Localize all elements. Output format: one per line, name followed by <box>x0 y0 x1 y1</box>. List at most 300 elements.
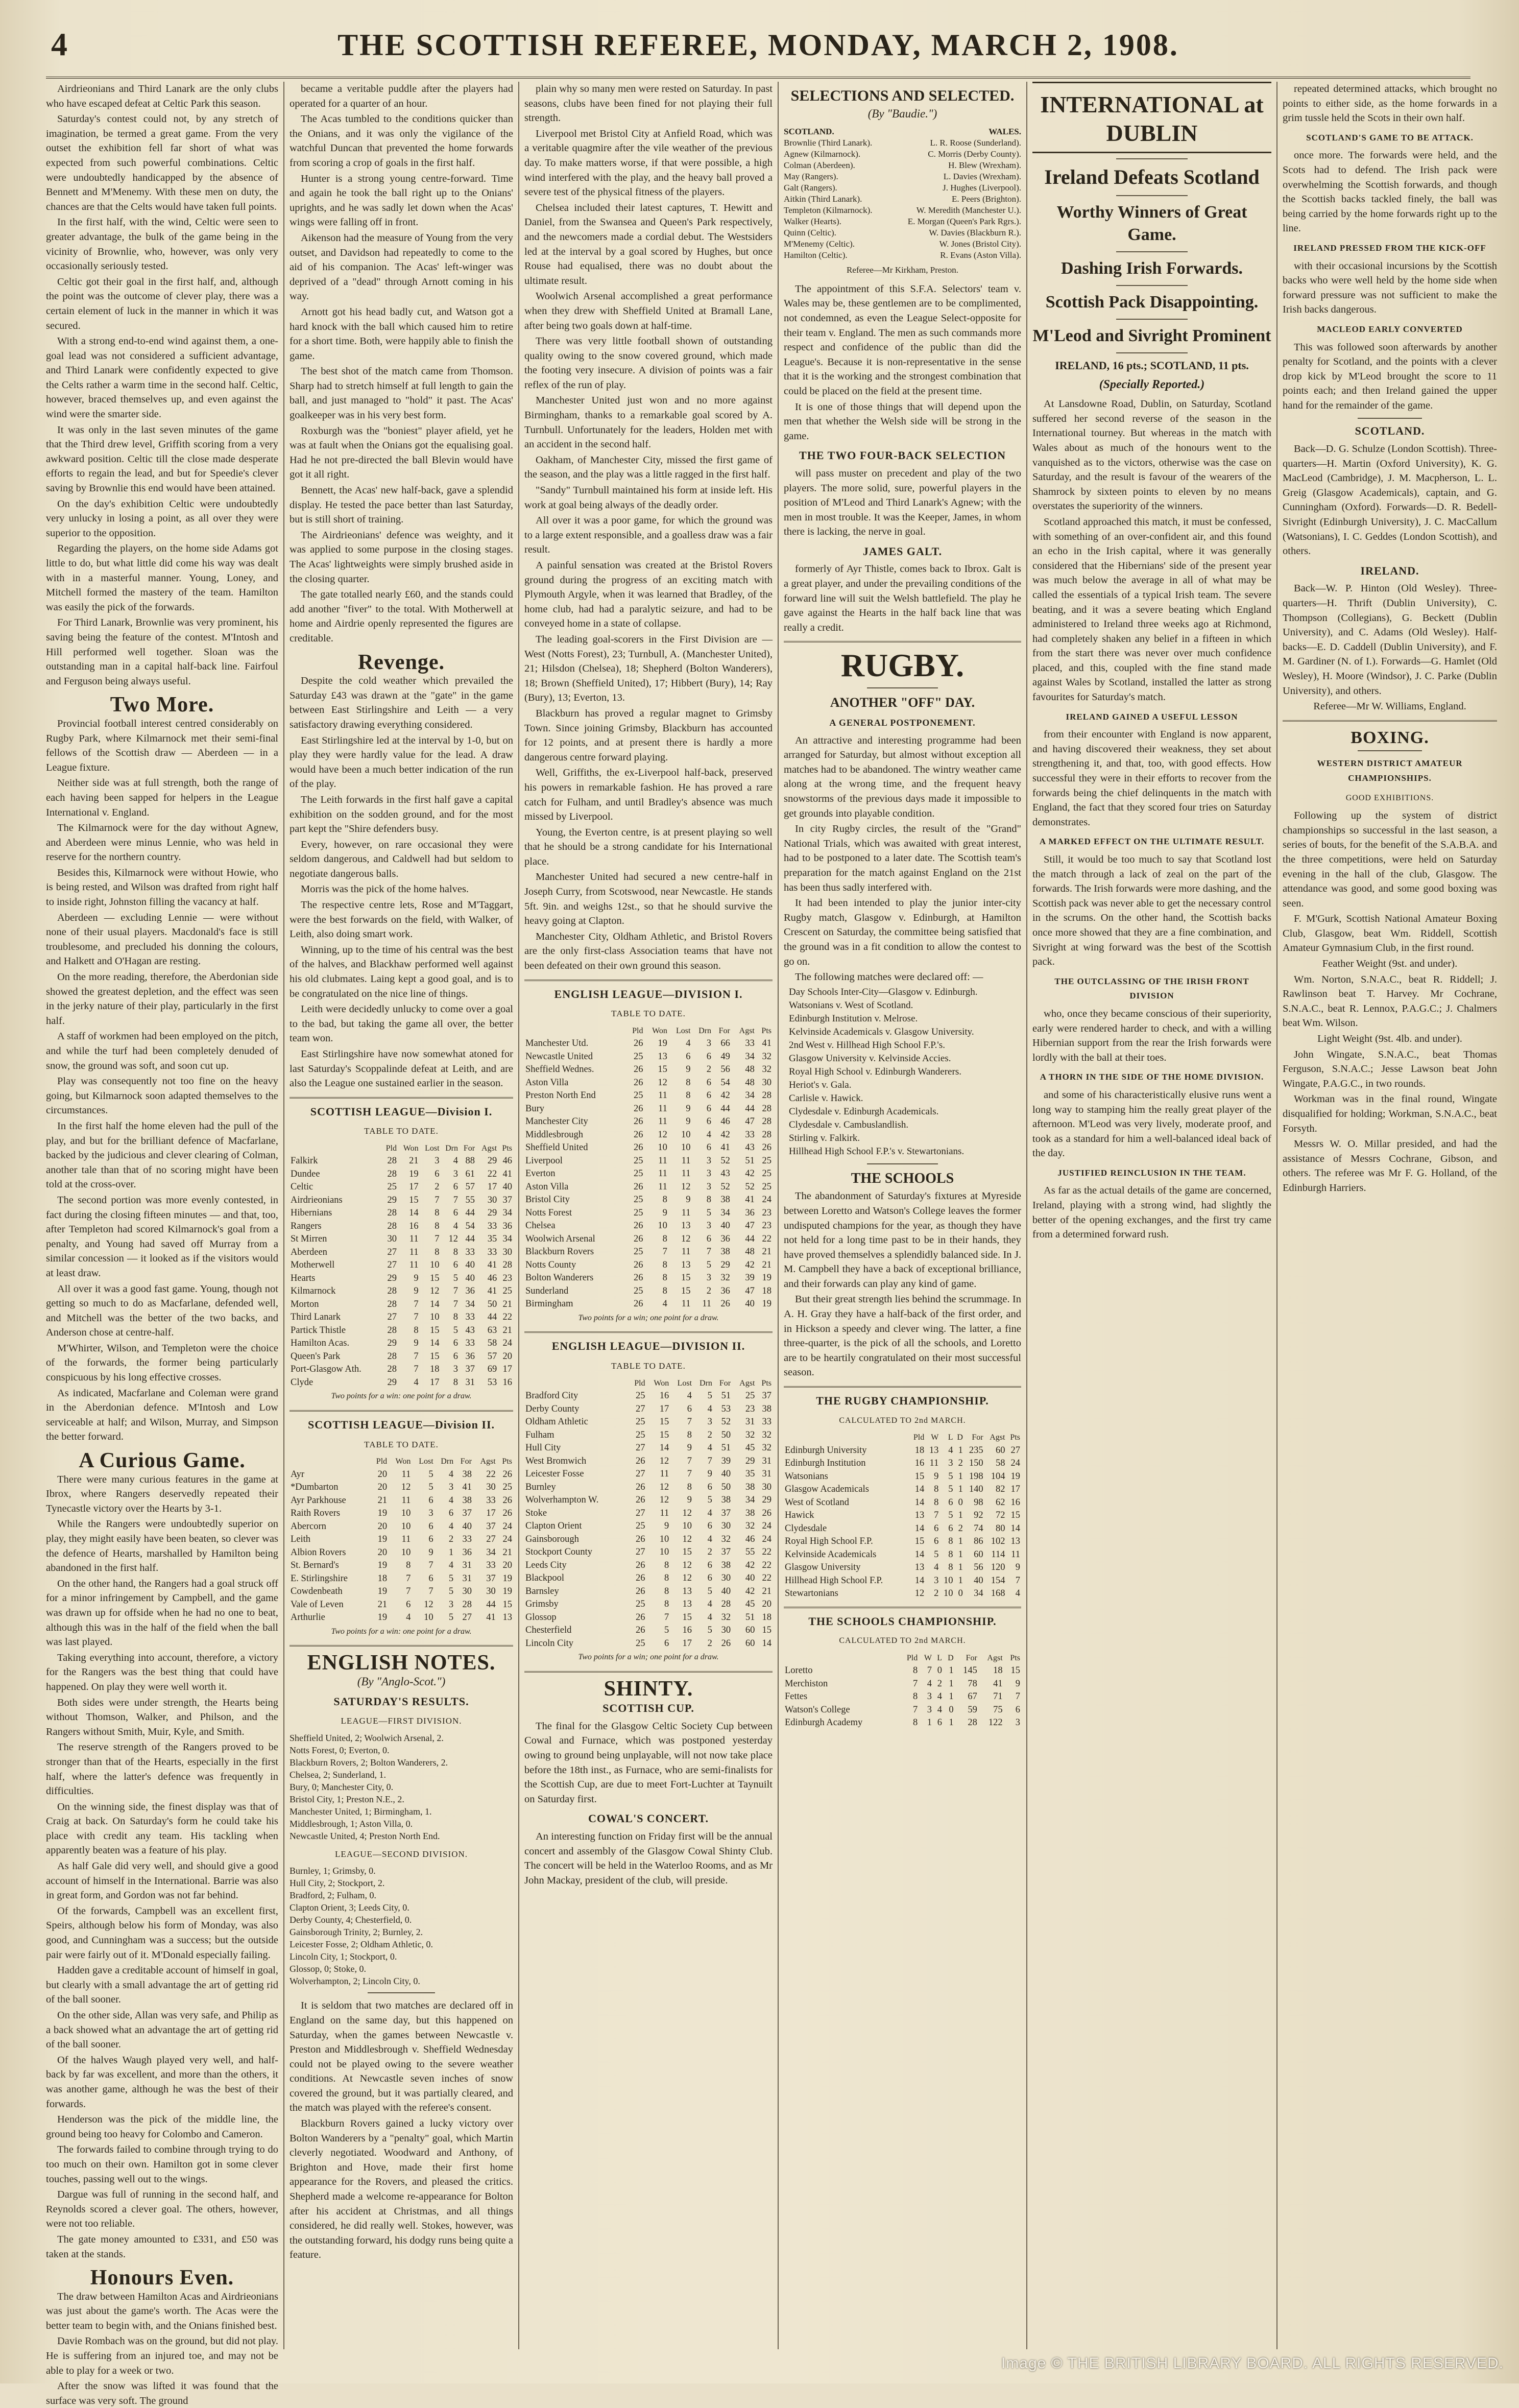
masthead-title: THE SCOTTISH REFEREE, MONDAY, MARCH 2, 1908. <box>337 28 1179 62</box>
player-name: M'Menemy (Celtic). <box>784 239 855 249</box>
table-header-cell <box>290 1455 371 1468</box>
rugby-championship-table <box>784 1431 1021 1601</box>
stat-cell: 8 <box>664 1573 669 1584</box>
table-row <box>524 1220 773 1233</box>
team-name-cell: Hamilton Acas. <box>291 1338 350 1349</box>
stat-cell: 52 <box>720 1155 730 1166</box>
stat-cell: 9 <box>707 1469 712 1480</box>
stat-cell: 5 <box>948 1471 953 1482</box>
team-name-cell: Motherwell <box>291 1260 335 1271</box>
stat-cell: 6 <box>706 1077 712 1088</box>
stat-cell: 25 <box>387 1182 397 1193</box>
stat-cell: 1 <box>949 1665 954 1676</box>
article-paragraph: The gate totalled nearly £60, and the stands could add another "fiver" to the total. With Motherwell at home and Airdrie openly represented the figures are creditable. <box>290 589 513 644</box>
table-row <box>290 1298 513 1312</box>
stat-cell: 8 <box>687 1482 692 1492</box>
article-paragraph: The Acas tumbled to the conditions quicker than the Onians, and it was only the vigilance of the watchful Duncan that prevented the home forwards from scoring a crop of goals in the first half. <box>290 113 513 169</box>
stat-cell: 4 <box>453 1156 458 1166</box>
table-note: Two points for a win: one point for a draw. <box>331 1627 472 1636</box>
stat-cell: 2 <box>958 1523 963 1534</box>
column-rule <box>518 82 519 2349</box>
player-name: WALES. <box>988 127 1021 137</box>
team-name-cell: Grimsby <box>525 1599 559 1610</box>
stat-cell: 30 <box>721 1573 731 1584</box>
stat-cell: 9 <box>662 1207 667 1218</box>
table-header-cell <box>524 1377 629 1390</box>
stat-cell: 11 <box>658 1103 667 1114</box>
result-line: Sheffield United, 2; Woolwich Arsenal, 2. <box>290 1732 444 1743</box>
article-paragraph: The Leith forwards in the first half gave a capital exhibition on the sodden ground, and for the most part kept the "Shire defenders busy. <box>290 794 513 835</box>
stat-cell: 28 <box>387 1299 397 1309</box>
table-header-cell: Pld <box>634 1378 645 1388</box>
stat-cell: 29 <box>487 1208 497 1219</box>
stat-cell: 3 <box>453 1364 458 1375</box>
stat-cell: 15 <box>681 1285 691 1296</box>
score-line: IRELAND, 16 pts.; SCOTLAND, 11 pts. <box>1055 359 1249 372</box>
stat-cell: 30 <box>462 1586 472 1597</box>
stat-cell: 11 <box>658 1090 667 1101</box>
stat-cell: 31 <box>462 1560 472 1571</box>
stat-cell: 74 <box>974 1523 983 1534</box>
stat-cell: 16 <box>1010 1497 1020 1508</box>
stat-cell: 2 <box>448 1534 454 1545</box>
stat-cell: 7 <box>414 1364 419 1375</box>
team-name-cell: Blackburn Rovers <box>525 1247 594 1257</box>
stat-cell: 98 <box>974 1497 983 1508</box>
table-header-cell: Lost <box>425 1143 440 1153</box>
stat-cell: 2 <box>435 1182 440 1193</box>
result-line: Burnley, 1; Grimsby, 0. <box>290 1866 376 1876</box>
table-header-cell <box>290 1142 381 1155</box>
team-name-cell: Rangers <box>291 1221 322 1231</box>
team-name-cell: Lincoln City <box>525 1638 574 1649</box>
stat-cell: 13 <box>914 1510 925 1521</box>
article-paragraph: As indicated, Macfarlane and Coleman were grand in the Aberdonian defence. M'Intosh and Low serviceable at half; and Wilson, Murray, and Simpson the better forward. <box>46 1387 278 1443</box>
article-paragraph: Roxburgh was the "boniest" player afield, yet he was at fault when the Onians got the equalising goal. Had he not pre-directed the ball Blevin would have got it all right. <box>290 425 513 481</box>
stat-cell: 18 <box>914 1445 925 1456</box>
stat-cell: 1 <box>949 1691 954 1702</box>
player-name: Brownlie (Third Lanark). <box>784 138 873 148</box>
stat-cell: 33 <box>745 1038 755 1049</box>
team-name-cell: St Mirren <box>291 1234 327 1245</box>
article-paragraph: Blackburn Rovers gained a lucky victory over Bolton Wanderers by a "penalty" goal, which Martin cleverly negotiated. Woodward and Anthony, of Brighton and Hove, made their first home appearance for the Rovers, and pleased the critics. Shepherd made a welcome re-appearance for Bolton after his accident at Christmas, and all things considered, he did really well. Stokes, however, was the outstanding forward, his dodgy runs being quite a feature. <box>290 2118 513 2261</box>
postponed-match: Day Schools Inter-City—Glasgow v. Edinburgh. <box>789 986 978 997</box>
article-paragraph: Wm. Norton, S.N.A.C., beat R. Riddell; J. Rawlinson beat T. Harvey. Mr Cochrane, S.N.A.C., beat R. Lennox, P.A.G.C.; J. Chalmers beat Wm. Wilson. <box>1283 973 1497 1029</box>
stat-cell: 27 <box>486 1534 496 1545</box>
divider <box>1116 251 1188 252</box>
team-name-cell: Celtic <box>291 1182 314 1193</box>
stat-cell: 235 <box>969 1445 983 1456</box>
divider <box>867 687 938 688</box>
table-row <box>524 1546 773 1559</box>
stat-cell: 10 <box>681 1142 691 1153</box>
stat-cell: 60 <box>745 1638 755 1649</box>
stat-cell: 7 <box>453 1286 458 1297</box>
section-heading: SELECTIONS AND SELECTED. <box>790 87 1015 104</box>
table-subtitle: TABLE TO DATE. <box>364 1439 439 1449</box>
stat-cell: 40 <box>502 1182 512 1193</box>
stat-cell: 7 <box>414 1312 419 1323</box>
team-name-cell: *Dumbarton <box>291 1482 339 1493</box>
stat-cell: 26 <box>636 1612 645 1623</box>
article-paragraph: Morris was the pick of the home halves. <box>301 884 469 895</box>
referee-line: Referee—Mr W. Williams, England. <box>1313 701 1466 712</box>
stat-cell: 24 <box>1010 1458 1020 1469</box>
stat-cell: 21 <box>502 1325 512 1336</box>
stat-cell: 15 <box>762 1625 771 1636</box>
rugby-heading: RUGBY. <box>840 647 965 684</box>
table-row <box>524 1494 773 1507</box>
table-header-cell: L <box>948 1433 953 1442</box>
stat-cell: 8 <box>453 1377 458 1388</box>
stat-cell: 37 <box>486 1521 496 1532</box>
table-header-cell: Pld <box>385 1143 397 1153</box>
stat-cell: 41 <box>762 1038 771 1049</box>
article-paragraph: Both sides were under strength, the Hearts being without Thomson, Walker, and Philson, and the Rangers without Smith, Muir, Kyle, and Smith. <box>46 1697 278 1737</box>
stat-cell: 8 <box>912 1718 918 1728</box>
article-paragraph: As far as the actual details of the game are concerned, Ireland, playing with a strong wind, had slightly the better of the opening exchanges, and the first try came from a determined forward rush. <box>1032 1185 1271 1241</box>
article-paragraph: Aikenson had the measure of Young from the very outset, and Davidson had repeatedly to come to the aid of his companion. The Acas' left-winger was deprived of a "dead" through Arnott coming in his way. <box>290 232 513 302</box>
article-paragraph: While the Rangers were undoubtedly superior on play, they might easily have been beaten, so clever was the defence of Hearts, marshalled by Hamilton being abandoned in the first half. <box>46 1518 278 1574</box>
stat-cell: 15 <box>502 1599 512 1610</box>
team-name-cell: Gainsborough <box>525 1534 579 1544</box>
stat-cell: 34 <box>720 1207 730 1218</box>
lineup-row <box>784 171 1021 182</box>
stat-cell: 27 <box>636 1443 645 1453</box>
stat-cell: 52 <box>720 1181 730 1192</box>
team-name-cell: Manchester City <box>525 1116 588 1127</box>
stat-cell: 18 <box>993 1665 1003 1676</box>
article-paragraph: A staff of workmen had been employed on the pitch, and while the turf had been completely denuded of snow, the ground was soft, and soon cut up. <box>46 1031 278 1071</box>
player-name: W. Meredith (Manchester U.). <box>916 205 1021 216</box>
section-heading: SHINTY. <box>604 1677 693 1701</box>
stat-cell: 86 <box>974 1536 983 1547</box>
column-rule <box>283 82 284 2349</box>
stat-cell: 42 <box>720 1090 730 1101</box>
team-name-cell: Glasgow Academicals <box>785 1484 869 1495</box>
stat-cell: 12 <box>658 1077 667 1088</box>
stat-cell: 6 <box>428 1495 433 1506</box>
team-name-cell: Hillhead High School F.P. <box>785 1575 883 1586</box>
stat-cell: 7 <box>664 1612 669 1623</box>
stat-cell: 33 <box>745 1129 755 1140</box>
article-paragraph: Liverpool met Bristol City at Anfield Road, which was a veritable quagmire after the vile weather of the previous day. To make matters worse, if that were possible, a high wind interfered with the play, and the heavy ball proved a severe test of the physical fitness of the players. <box>524 128 773 198</box>
stat-cell: 43 <box>720 1169 730 1179</box>
stat-cell: 30 <box>762 1482 771 1492</box>
stat-cell: 28 <box>387 1208 397 1219</box>
stat-cell: 5 <box>453 1273 458 1283</box>
stat-cell: 6 <box>1015 1704 1020 1715</box>
table-row <box>784 1457 1021 1470</box>
results-list <box>290 1732 513 1842</box>
table-header-cell: Pld <box>376 1457 388 1466</box>
stat-cell: 66 <box>720 1038 730 1049</box>
postponed-matches-list <box>784 986 1021 1158</box>
table-header-cell: Pts <box>1010 1653 1020 1662</box>
stat-cell: 40 <box>721 1586 731 1596</box>
stat-cell: 9 <box>1015 1678 1020 1689</box>
stat-cell: 29 <box>387 1273 397 1283</box>
stat-cell: 27 <box>636 1508 645 1518</box>
stat-cell: 5 <box>948 1484 953 1495</box>
table-row <box>524 1194 773 1207</box>
stat-cell: 8 <box>414 1325 419 1336</box>
stat-cell: 55 <box>465 1195 475 1205</box>
stat-cell: 17 <box>1010 1484 1020 1495</box>
stat-cell: 67 <box>968 1691 977 1702</box>
stat-cell: 4 <box>706 1129 712 1140</box>
divider <box>368 1992 435 1993</box>
stat-cell: 1 <box>949 1678 954 1689</box>
result-line: Notts Forest, 0; Everton, 0. <box>290 1745 390 1755</box>
table-header-cell: For <box>719 1378 731 1388</box>
stat-cell: 10 <box>658 1221 667 1231</box>
stat-cell: 13 <box>1010 1536 1020 1547</box>
stat-cell: 16 <box>409 1221 419 1231</box>
stat-cell: 10 <box>430 1312 440 1323</box>
player-name: C. Morris (Derby County). <box>928 149 1021 159</box>
byline: (By "Anglo-Scot.") <box>357 1675 446 1688</box>
stat-cell: 9 <box>686 1103 691 1114</box>
headline-box <box>1032 82 1271 153</box>
team-name-cell: Notts Forest <box>525 1207 572 1218</box>
special-report: (Specially Reported.) <box>1099 377 1205 391</box>
stat-cell: 8 <box>686 1077 691 1088</box>
table-header-cell: Drn <box>698 1026 712 1035</box>
result-line: Bradford, 2; Fulham, 0. <box>290 1890 376 1901</box>
table-row <box>784 1470 1021 1484</box>
stat-cell: 25 <box>633 1051 643 1062</box>
table-row <box>290 1585 513 1599</box>
divider <box>1116 352 1188 353</box>
player-name: E. Morgan (Queen's Park Rgrs.). <box>907 217 1021 227</box>
divider <box>1358 750 1422 751</box>
stat-cell: 2 <box>937 1678 943 1689</box>
stat-cell: 1 <box>958 1484 963 1495</box>
stat-cell: 28 <box>387 1325 397 1336</box>
stat-cell: 8 <box>912 1691 918 1702</box>
stat-cell: 54 <box>720 1077 730 1088</box>
stat-cell: 13 <box>682 1599 692 1610</box>
stat-cell: 12 <box>448 1234 458 1245</box>
stat-cell: 32 <box>721 1612 731 1623</box>
lineup-row <box>784 227 1021 239</box>
stat-cell: 10 <box>430 1260 440 1271</box>
postponed-match: Glasgow University v. Kelvinside Accies. <box>789 1053 951 1064</box>
stat-cell: 32 <box>762 1443 771 1453</box>
table-row <box>524 1611 773 1625</box>
stat-cell: 2 <box>707 1429 712 1440</box>
table-header-cell: Won <box>395 1457 411 1466</box>
team-name-cell: Edinburgh University <box>785 1445 867 1456</box>
stat-cell: 34 <box>745 1051 755 1062</box>
stat-cell: 19 <box>1010 1471 1020 1482</box>
table-header-cell: Won <box>654 1378 669 1388</box>
stat-cell: 29 <box>720 1259 730 1270</box>
table-header-cell: W <box>931 1433 939 1442</box>
table-header-row <box>784 1652 1021 1665</box>
team-name-cell: Morton <box>291 1299 319 1309</box>
team-name-cell: Sheffield Wednes. <box>525 1064 594 1075</box>
stat-cell: 16 <box>502 1377 512 1388</box>
stat-cell: 14 <box>914 1484 925 1495</box>
stat-cell: 5 <box>934 1549 939 1560</box>
stat-cell: 18 <box>377 1573 388 1584</box>
team-name-cell: Stockport County <box>525 1547 593 1558</box>
stat-cell: 41 <box>462 1482 472 1493</box>
table-header-cell: Agst <box>481 1143 497 1153</box>
stat-cell: 17 <box>659 1403 669 1414</box>
stat-cell: 20 <box>377 1547 388 1558</box>
stat-cell: 31 <box>745 1417 755 1427</box>
stat-cell: 6 <box>937 1718 943 1728</box>
table-header-cell: Lost <box>419 1457 433 1466</box>
team-name-cell: Glossop <box>525 1612 557 1623</box>
main-headline: INTERNATIONAL at DUBLIN <box>1040 91 1264 146</box>
lineup-row <box>784 239 1021 250</box>
stat-cell: 35 <box>745 1469 755 1480</box>
stat-cell: 10 <box>659 1547 669 1558</box>
stat-cell: 4 <box>448 1469 454 1480</box>
stat-cell: 6 <box>428 1521 433 1532</box>
stat-cell: 37 <box>721 1547 731 1558</box>
article-paragraph: Taking everything into account, therefore, a victory for the Rangers was the best thing that could have happened. On play they were well worth it. <box>46 1652 278 1692</box>
article-paragraph: from their encounter with England is now apparent, and having discovered their weakness, they set about strengthening it, and that, too, with good effects. How successful they were in their efforts to recover from the forwards being the chief delinquents in the match with England, the fact that they scored four tries on Saturday demonstrates. <box>1032 729 1271 828</box>
stat-cell: 63 <box>487 1325 497 1336</box>
divider <box>1116 195 1188 196</box>
stat-cell: 7 <box>662 1247 667 1257</box>
article-paragraph: The best shot of the match came from Thomson. Sharp had to stretch himself at full length to gain the ball, and just managed to "hold" it past. The Acas' goalkeeper was in his very best form. <box>290 366 513 421</box>
stat-cell: 8 <box>948 1536 953 1547</box>
table-row <box>290 1546 513 1560</box>
stat-cell: 26 <box>502 1495 512 1506</box>
english-league-div1-table <box>524 1024 773 1311</box>
stat-cell: 42 <box>745 1586 755 1596</box>
stat-cell: 0 <box>937 1665 943 1676</box>
stat-cell: 19 <box>377 1612 388 1623</box>
stat-cell: 36 <box>720 1233 730 1244</box>
stat-cell: 19 <box>377 1508 388 1519</box>
stat-cell: 15 <box>430 1325 440 1336</box>
stat-cell: 14 <box>914 1523 925 1534</box>
stat-cell: 15 <box>914 1536 925 1547</box>
stat-cell: 6 <box>707 1560 712 1570</box>
stat-cell: 6 <box>453 1338 458 1349</box>
stat-cell: 69 <box>487 1364 497 1375</box>
table-row <box>784 1690 1021 1704</box>
stat-cell: 13 <box>681 1221 691 1231</box>
stat-cell: 23 <box>745 1403 755 1414</box>
stat-cell: 21 <box>409 1156 419 1166</box>
stat-cell: 3 <box>706 1038 712 1049</box>
stat-cell: 7 <box>927 1665 932 1676</box>
stat-cell: 51 <box>721 1391 731 1401</box>
headline: Scottish Pack Disappointing. <box>1045 293 1259 312</box>
stat-cell: 3 <box>453 1169 458 1179</box>
player-name: Walker (Hearts). <box>784 217 841 227</box>
team-name-cell: Woolwich Arsenal <box>525 1233 595 1244</box>
stat-cell: 33 <box>486 1495 496 1506</box>
lineup-row <box>784 194 1021 205</box>
stat-cell: 51 <box>745 1155 755 1166</box>
stat-cell: 13 <box>658 1051 667 1062</box>
stat-cell: 53 <box>721 1403 731 1414</box>
stat-cell: 6 <box>706 1233 712 1244</box>
article-paragraph: With a strong end-to-end wind against them, a one-goal lead was not considered a sufficient advantage, and Third Lanark were confidently expected to give the Celts rather a warm time in the second half. Celtic, however, braced themselves up, and even against the wind were the smarter side. <box>46 336 278 420</box>
article-paragraph: formerly of Ayr Thistle, comes back to Ibrox. Galt is a great player, and under the prevailing conditions of the forward line will suit the Welsh battlefield. The play he gave against the Hearts in the half back line that was really a credit. <box>784 563 1021 633</box>
stat-cell: 30 <box>721 1625 731 1636</box>
sub-heading: LEAGUE—FIRST DIVISION. <box>341 1716 462 1726</box>
player-name: Templeton (Kilmarnock). <box>784 205 873 216</box>
stat-cell: 28 <box>762 1103 771 1114</box>
stat-cell: 104 <box>991 1471 1005 1482</box>
stat-cell: 21 <box>377 1599 388 1610</box>
table-subtitle: CALCULATED TO 2nd MARCH. <box>839 1636 966 1646</box>
table-header-cell: Agst <box>480 1457 496 1466</box>
team-name-cell: Aston Villa <box>525 1181 569 1192</box>
table-header-row <box>524 1024 773 1038</box>
stat-cell: 13 <box>929 1445 939 1456</box>
stat-cell: 17 <box>486 1508 496 1519</box>
article-paragraph: Of the forwards, Campbell was an excellent first, Speirs, although below his form of Monday, was also good, and Cunningham was a success; but the outside pair were fairly out of it. M'Donald especially failing. <box>46 1905 278 1961</box>
stat-cell: 27 <box>387 1312 397 1323</box>
stat-cell: 14 <box>914 1549 925 1560</box>
stat-cell: 21 <box>502 1547 512 1558</box>
stat-cell: 2 <box>707 1638 712 1649</box>
team-name-cell: Partick Thistle <box>291 1325 346 1336</box>
stat-cell: 28 <box>762 1090 771 1101</box>
table-row <box>290 1220 513 1233</box>
stat-cell: 15 <box>914 1471 925 1482</box>
stat-cell: 21 <box>762 1247 771 1257</box>
stat-cell: 5 <box>707 1391 712 1401</box>
stat-cell: 7 <box>406 1586 411 1597</box>
stat-cell: 13 <box>681 1259 691 1270</box>
stat-cell: 44 <box>745 1103 755 1114</box>
stat-cell: 29 <box>762 1495 771 1506</box>
stat-cell: 12 <box>682 1534 692 1544</box>
stat-cell: 15 <box>682 1612 692 1623</box>
stat-cell: 45 <box>745 1443 755 1453</box>
stat-cell: 2 <box>934 1588 939 1599</box>
postponed-match: Clydesdale v. Cambuslandlish. <box>789 1119 909 1130</box>
player-name: Hamilton (Celtic). <box>784 250 848 260</box>
article-paragraph: Young, the Everton centre, is at present playing so well that he should be a strong candidate for his International place. <box>524 826 773 867</box>
result-line: Manchester United, 1; Birmingham, 1. <box>290 1806 432 1817</box>
stat-cell: 41 <box>720 1142 730 1153</box>
stat-cell: 11 <box>409 1260 419 1271</box>
stat-cell: 6 <box>687 1403 692 1414</box>
stat-cell: 26 <box>633 1181 643 1192</box>
column-6 <box>1283 82 1497 2349</box>
stat-cell: 21 <box>502 1299 512 1309</box>
team-name-cell: Bristol City <box>525 1195 570 1205</box>
stat-cell: 24 <box>762 1195 771 1205</box>
team-name-cell: Fettes <box>785 1691 808 1702</box>
stat-cell: 30 <box>762 1077 771 1088</box>
schools-championship-table <box>784 1652 1021 1730</box>
stat-cell: 82 <box>995 1484 1005 1495</box>
stat-cell: 11 <box>929 1458 939 1469</box>
team-name-cell: West of Scotland <box>785 1497 849 1508</box>
stat-cell: 38 <box>462 1495 472 1506</box>
stat-cell: 46 <box>487 1273 497 1283</box>
stat-cell: 80 <box>995 1523 1005 1534</box>
stat-cell: 8 <box>435 1221 440 1231</box>
stat-cell: 4 <box>948 1445 953 1456</box>
stat-cell: 6 <box>707 1573 712 1584</box>
sub-heading: SCOTTISH CUP. <box>602 1702 694 1715</box>
